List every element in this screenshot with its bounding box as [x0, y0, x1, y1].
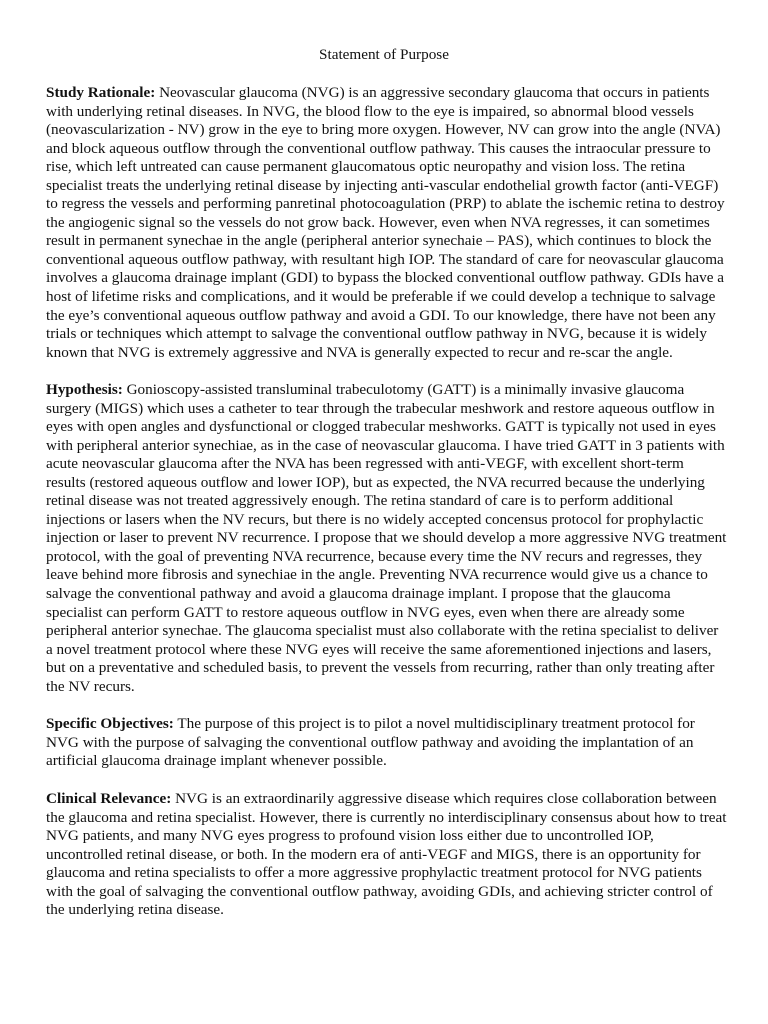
section-hypothesis — [46, 381, 727, 696]
body-text: the eye’s conventional aqueous outflow pathway and avoid a GDI. To our knowledge, there have not been any — [46, 306, 716, 324]
body-text: retinal disease was not treated aggressively enough. The retina standard of care is to perform additional — [46, 492, 674, 510]
section-heading: Specific Objectives: — [46, 715, 174, 732]
section-heading: Study Rationale: — [46, 84, 156, 101]
paragraph-line — [46, 752, 724, 771]
paragraph-line — [46, 344, 724, 363]
body-text: Neovascular glaucoma (NVG) is an aggressive secondary glaucoma that occurs in patients — [155, 84, 710, 101]
paragraph-line — [46, 400, 724, 419]
body-text: conventional aqueous outflow pathway, with resultant high IOP. The standard of care for neovascular glaucoma — [46, 250, 724, 268]
section-specific-objectives — [46, 715, 724, 771]
paragraph-line — [46, 455, 724, 474]
body-text: result in permanent synechae in the angle (peripheral anterior synechaie – PAS), which continues to block the — [46, 232, 712, 250]
paragraph-line — [46, 140, 724, 159]
body-text: Gonioscopy-assisted transluminal trabeculotomy (GATT) is a minimally invasive glaucoma — [122, 381, 685, 398]
paragraph-line — [46, 566, 724, 585]
body-text: peripheral anterior synechae. The glaucoma specialist must also collaborate with the retina specialist to deliver — [46, 622, 719, 640]
paragraph-line — [46, 307, 724, 326]
paragraph-line — [46, 418, 724, 437]
paragraph-line — [46, 734, 724, 753]
paragraph-line — [46, 84, 724, 103]
paragraph-line — [46, 548, 724, 567]
body-text: rise, which left untreated can cause permanent glaucomatous optic neuropathy and vision loss. The retina — [46, 158, 686, 176]
body-text: the glaucoma and retina specialist. However, there is currently no interdisciplinary consensus about how to treat — [46, 808, 727, 826]
body-text: acute neovascular glaucoma after the NVA has been regressed with anti-VEGF, with excellent short-term — [46, 455, 684, 473]
paragraph-line — [46, 827, 724, 846]
body-text: artificial glaucoma drainage implant whenever possible. — [46, 752, 387, 770]
paragraph-line — [46, 901, 724, 920]
paragraph-line — [46, 103, 724, 122]
body-text: host of lifetime risks and complications, and it would be preferable if we could develop a technique to salvage — [46, 288, 716, 306]
body-text: the NV recurs. — [46, 677, 135, 695]
body-text: (neovascularization - NV) grow in the eye to bring more oxygen. However, NV can grow into the angle (NVA) — [46, 121, 721, 139]
paragraph-line — [46, 641, 724, 660]
body-text: results (restored aqueous outflow and lower IOP), but as expected, the NVA recurred because the underlying — [46, 473, 705, 491]
body-text: and block aqueous outflow through the conventional outflow pathway. This causes the intraocular pressure to — [46, 139, 711, 157]
paragraph-line — [46, 864, 724, 883]
paragraph-line — [46, 474, 724, 493]
paragraph-line — [46, 325, 724, 344]
paragraph-line — [46, 195, 724, 214]
paragraph-line — [46, 288, 724, 307]
body-text: but on a preventative and scheduled basis, to prevent the vessels from recurring, rather than only treating after — [46, 659, 715, 677]
body-text: eyes with open angles and dysfunctional or clogged trabecular meshworks. GATT is typically not used in eyes — [46, 418, 716, 436]
paragraph-line — [46, 678, 724, 697]
paragraph-line — [46, 846, 724, 865]
body-text: injections or lasers when the NV recurs, but there is no widely accepted concensus protocol for prophylactic — [46, 510, 704, 528]
paragraph-line — [46, 158, 724, 177]
section-study-rationale — [46, 84, 724, 362]
body-text: the underlying retina disease. — [46, 901, 224, 919]
body-text: protocol, with the goal of preventing NVA recurrence, because every time the NV recurs and regresses, they — [46, 547, 703, 565]
paragraph-line — [46, 437, 724, 456]
body-text: the angiogenic signal so the vessels do not grow back. However, even when NVA regresses, it can sometimes — [46, 213, 710, 231]
body-text: glaucoma and retina specialists to offer a more aggressive prophylactic treatment protocol for NVG patients — [46, 864, 702, 882]
paragraph-line — [46, 604, 724, 623]
body-text: to regress the vessels and performing panretinal photocoagulation (PRP) to ablate the ischemic retina to destroy — [46, 195, 725, 213]
section-clinical-relevance — [46, 790, 727, 920]
paragraph-line — [46, 269, 724, 288]
paragraph-line — [46, 790, 724, 809]
paragraph-line — [46, 381, 724, 400]
paragraph-line — [46, 214, 724, 233]
body-text: uncontrolled retinal disease, or both. In the modern era of anti-VEGF and MIGS, there is an opportunity for — [46, 845, 701, 863]
paragraph-line — [46, 251, 724, 270]
paragraph-line — [46, 715, 724, 734]
paragraph-line — [46, 177, 724, 196]
paragraph-line — [46, 622, 724, 641]
body-text: with the goal of salvaging the conventional outflow pathway, avoiding GDIs, and achieving stricter control of — [46, 882, 713, 900]
body-text: known that NVG is extremely aggressive and NVA is generally expected to recur and re-scar the angle. — [46, 343, 673, 361]
body-text: salvage the conventional pathway and avoid a glaucoma drainage implant. I propose that the glaucoma — [46, 585, 671, 603]
paragraph-line — [46, 659, 724, 678]
body-text: involves a glaucoma drainage implant (GDI) to bypass the blocked conventional outflow pathway. GDIs have a — [46, 269, 725, 287]
section-heading: Clinical Relevance: — [46, 790, 172, 807]
body-text: specialist can perform GATT to restore aqueous outflow in NVG eyes, even when there are already some — [46, 603, 685, 621]
body-text: specialist treats the underlying retinal disease by injecting anti-vascular endothelial growth factor (anti-VEGF) — [46, 176, 719, 194]
body-text: leave behind more fibrosis and synechiae in the angle. Preventing NVA recurrence would give us a chance to — [46, 566, 708, 584]
paragraph-line — [46, 121, 724, 140]
body-text: NVG patients, and many NVG eyes progress to profound vision loss either due to uncontrolled IOP, — [46, 827, 654, 845]
paragraph-line — [46, 883, 724, 902]
body-text: surgery (MIGS) which uses a catheter to tear through the trabecular meshwork and restore aqueous outflow in — [46, 399, 715, 417]
body-text: The purpose of this project is to pilot a novel multidisciplinary treatment protocol for — [173, 715, 695, 732]
body-text: injection or laser to prevent NV recurrence. I propose that we should develop a more aggressive NVG treatment — [46, 529, 727, 547]
paragraph-line — [46, 232, 724, 251]
body-text: with underlying retinal diseases. In NVG, the blood flow to the eye is impaired, so abnormal blood vessels — [46, 102, 694, 120]
paragraph-line — [46, 511, 724, 530]
paragraph-line — [46, 808, 727, 828]
body-text: a novel treatment protocol where these NVG eyes will receive the same aforementioned injections and lasers, — [46, 640, 712, 658]
section-heading: Hypothesis: — [46, 381, 123, 398]
body-text: with peripheral anterior synechiae, as in the case of neovascular glaucoma. I have tried GATT in 3 patients with — [46, 436, 725, 454]
body-text: NVG is an extraordinarily aggressive disease which requires close collaboration between — [171, 790, 717, 807]
paragraph-line — [46, 585, 724, 604]
body-text: NVG with the purpose of salvaging the conventional outflow pathway and avoiding the implantation of an — [46, 733, 694, 751]
document-title: Statement of Purpose — [319, 46, 449, 63]
paragraph-line — [46, 529, 727, 548]
paragraph-line — [46, 492, 724, 511]
body-text: trials or techniques which attempt to salvage the conventional outflow pathway in NVG, because it is widely — [46, 325, 707, 343]
